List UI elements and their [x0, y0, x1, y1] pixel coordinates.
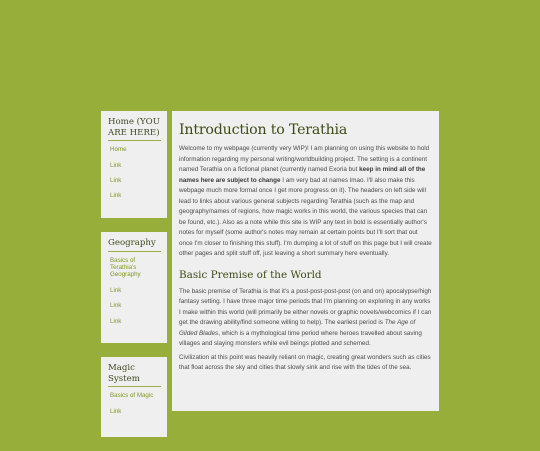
premise-text-1: The basic premise of Terathia is that it's a post-post-post-post (on and on) apocalypse/high fantasy setting. I have three major time periods that I'm planning on exploring in any works I make within this world (will primarily be either novels or graphic novels/webcomics if I can get the drawing ability/find someone willing to help). The earliest period is	[179, 287, 432, 326]
age-name: The Age of Gilded Blades	[179, 319, 416, 337]
intro-text-1: Welcome to my webpage (currently very WIP)! I am planning on using this website to hold information regarding my personal writing/worldbuilding project. The setting is a continent named Terathia on a fictional planet (currently named Exoria but	[179, 145, 430, 173]
nav-link-magic-basics[interactable]: Basics of Magic	[110, 392, 154, 400]
nav-box-geography	[101, 232, 167, 343]
nav-link-home[interactable]: Home	[110, 146, 127, 154]
nav-link-geography-basics[interactable]: Basics of Terathia's Geography	[110, 256, 141, 279]
nav-box-magic	[101, 357, 167, 437]
section-heading-premise: Basic Premise of the World	[179, 268, 322, 281]
nav-link[interactable]: Link	[110, 161, 122, 169]
civilization-paragraph: Civilization at this point was heavily reliant on magic, creating great wonders such as cities that float across the sky and cities that slowly sink and rise with the tides of the sea.	[179, 353, 431, 371]
nav-list-home	[108, 146, 161, 200]
nav-link[interactable]: Link	[110, 302, 122, 310]
nav-link[interactable]: Link	[110, 177, 122, 184]
sidebar	[101, 111, 167, 451]
nav-link[interactable]: Link	[110, 286, 122, 294]
nav-heading-home: Home (YOU ARE HERE)	[108, 117, 161, 141]
main-content	[172, 111, 439, 411]
intro-paragraph	[179, 144, 432, 260]
nav-box-home	[101, 111, 167, 218]
nav-link[interactable]: Link	[110, 407, 122, 415]
nav-heading-magic: Magic System	[108, 363, 161, 387]
page-title: Introduction to Terathia	[179, 122, 348, 138]
nav-link[interactable]: Link	[110, 317, 122, 325]
nav-heading-geography: Geography	[108, 238, 161, 252]
intro-text-2: I am very bad at names lmao. I'll also make this webpage much more formal once I get more progress on it). The headers on left side will lead to links about various general subjects regarding Terathia (such as the map and geography/names of regions, how magic works in this world, the various species that can be found, etc.). Also as a note while this site is WIP any text in bold is essentially author's notes for myself (some author's notes may remain at certain points but I'll sort that out once I'm closer to finishing this stuff). I'm dumping a lot of stuff on this page but I will create other pages and split stuff off, just leaving a short summary here eventually.	[179, 176, 432, 257]
nav-link[interactable]: Link	[110, 192, 122, 200]
premise-paragraph	[179, 287, 432, 350]
premise-text-2: , which is a mythological time period where heroes travelled about saving villages and slaying monsters while evil beings plotted and schemed.	[179, 329, 422, 347]
author-note: keep in mind all of the names here are subject to change	[179, 166, 426, 184]
nav-list-magic	[108, 392, 161, 415]
nav-list-geography	[108, 257, 161, 325]
